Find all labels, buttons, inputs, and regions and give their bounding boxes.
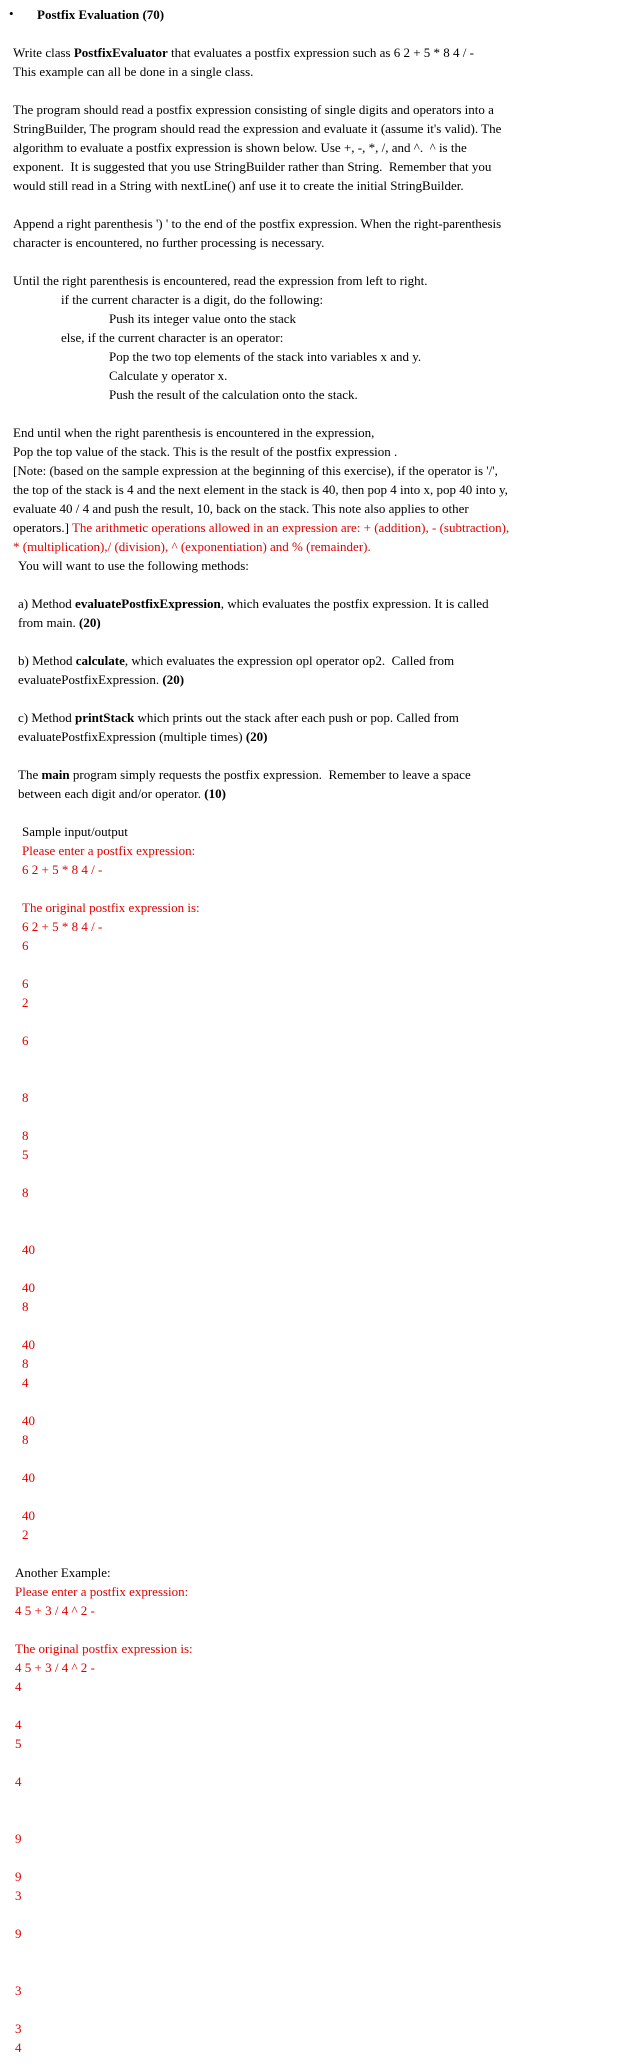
stack-value: 2 — [22, 1527, 29, 1542]
stack-value: 5 — [22, 1147, 29, 1162]
intro-line-2: This example can all be done in a single class. — [13, 64, 254, 79]
another-input: 4 5 + 3 / 4 ^ 2 - — [15, 1603, 95, 1618]
intro-line-1: Write class PostfixEvaluator that evaluates a postfix expression such as 6 2 + 5 * 8 4 / - — [13, 45, 475, 60]
sample-input: 6 2 + 5 * 8 4 / - — [22, 862, 103, 877]
stack-value: 6 — [22, 976, 29, 991]
stack-value: 40 — [22, 1508, 35, 1523]
stack-value: 9 — [15, 1926, 22, 1941]
stack-value: 9 — [15, 1831, 22, 1846]
stack-value: 40 — [22, 1280, 35, 1295]
method-c-line-2: evaluatePostfixExpression (multiple times) (20) — [18, 729, 268, 744]
method-c-line-1: c) Method printStack which prints out the stack after each push or pop. Called from — [18, 710, 459, 725]
stack-value: 4 — [15, 1774, 22, 1789]
algo-line: Push the result of the calculation onto the stack. — [109, 387, 358, 402]
main-line-1: The main program simply requests the postfix expression. Remember to leave a space — [18, 767, 471, 782]
para2-line: StringBuilder, The program should read the expression and evaluate it (assume it's valid). The — [13, 121, 502, 136]
method-b-line-1: b) Method calculate, which evaluates the expression opl operator op2. Called from — [18, 653, 455, 668]
algo-line: Pop the two top elements of the stack into variables x and y. — [109, 349, 422, 364]
algo-line: else, if the current character is an operator: — [61, 330, 284, 345]
stack-value: 8 — [22, 1299, 29, 1314]
stack-value: 8 — [22, 1185, 29, 1200]
stack-value: 40 — [22, 1413, 35, 1428]
algo-line: if the current character is a digit, do the following: — [61, 292, 324, 307]
stack-value: 9 — [15, 1869, 22, 1884]
stack-value: 40 — [22, 1242, 35, 1257]
stack-value: 40 — [22, 1470, 35, 1485]
stack-value: 40 — [22, 1337, 35, 1352]
method-b-line-2: evaluatePostfixExpression. (20) — [18, 672, 185, 687]
stack-value: 3 — [15, 1983, 22, 1998]
another-prompt: Please enter a postfix expression: — [15, 1584, 189, 1599]
para2-line: would still read in a String with nextLine() anf use it to create the initial StringBuilder. — [13, 178, 464, 193]
stack-value: 5 — [15, 1736, 22, 1751]
stack-value: 3 — [15, 1888, 22, 1903]
algo-line: Until the right parenthesis is encountered, read the expression from left to right. — [13, 273, 428, 288]
end-line: End until when the right parenthesis is encountered in the expression, — [13, 425, 375, 440]
method-a-line-2: from main. (20) — [18, 615, 101, 630]
sample-original-label: The original postfix expression is: — [22, 900, 200, 915]
another-original: 4 5 + 3 / 4 ^ 2 - — [15, 1660, 95, 1675]
stack-value: 8 — [22, 1432, 29, 1447]
stack-value: 4 — [15, 1679, 22, 1694]
exercise-title: Postfix Evaluation (70) — [37, 7, 165, 22]
stack-value: 2 — [22, 995, 29, 1010]
sample-prompt: Please enter a postfix expression: — [22, 843, 196, 858]
end-line: Pop the top value of the stack. This is the result of the postfix expression . — [13, 444, 398, 459]
method-a-line-1: a) Method evaluatePostfixExpression, which evaluates the postfix expression. It is called — [18, 596, 489, 611]
another-label: Another Example: — [15, 1565, 111, 1580]
stack-value: 3 — [15, 2021, 22, 2036]
algo-line: Calculate y operator x. — [109, 368, 228, 383]
stack-value: 4 — [15, 1717, 22, 1732]
note-line: the top of the stack is 4 and the next element in the stack is 40, then pop 4 into x, pop 40 into y, — [13, 482, 508, 497]
para3-line: Append a right parenthesis ') ' to the end of the postfix expression. When the right-parenthesis — [13, 216, 502, 231]
para3-line: character is encountered, no further processing is necessary. — [13, 235, 325, 250]
algo-line: Push its integer value onto the stack — [109, 311, 297, 326]
another-original-label: The original postfix expression is: — [15, 1641, 193, 1656]
para2-line: The program should read a postfix expression consisting of single digits and operators into a — [13, 102, 494, 117]
note-line: operators.] The arithmetic operations allowed in an expression are: + (addition), - (subtraction), — [13, 520, 510, 535]
sample-label: Sample input/output — [22, 824, 128, 839]
bullet: • — [9, 6, 14, 21]
main-line-2: between each digit and/or operator. (10) — [18, 786, 226, 801]
stack-value: 4 — [15, 2040, 22, 2055]
para2-line: exponent. It is suggested that you use StringBuilder rather than String. Remember that you — [13, 159, 492, 174]
note-line: evaluate 40 / 4 and push the result, 10, back on the stack. This note also applies to other — [13, 501, 469, 516]
note-line: [Note: (based on the sample expression at the beginning of this exercise), if the operator is '/', — [13, 463, 498, 478]
para2-line: algorithm to evaluate a postfix expression is shown below. Use +, -, *, /, and ^. ^ is the — [13, 140, 467, 155]
stack-value: 4 — [22, 1375, 29, 1390]
sample-original: 6 2 + 5 * 8 4 / - — [22, 919, 103, 934]
methods-intro: You will want to use the following methods: — [18, 558, 249, 573]
stack-value: 8 — [22, 1128, 29, 1143]
stack-value: 6 — [22, 938, 29, 953]
stack-value: 8 — [22, 1356, 29, 1371]
stack-value: 8 — [22, 1090, 29, 1105]
stack-value: 6 — [22, 1033, 29, 1048]
operations-line: * (multiplication),/ (division), ^ (exponentiation) and % (remainder). — [13, 539, 371, 554]
